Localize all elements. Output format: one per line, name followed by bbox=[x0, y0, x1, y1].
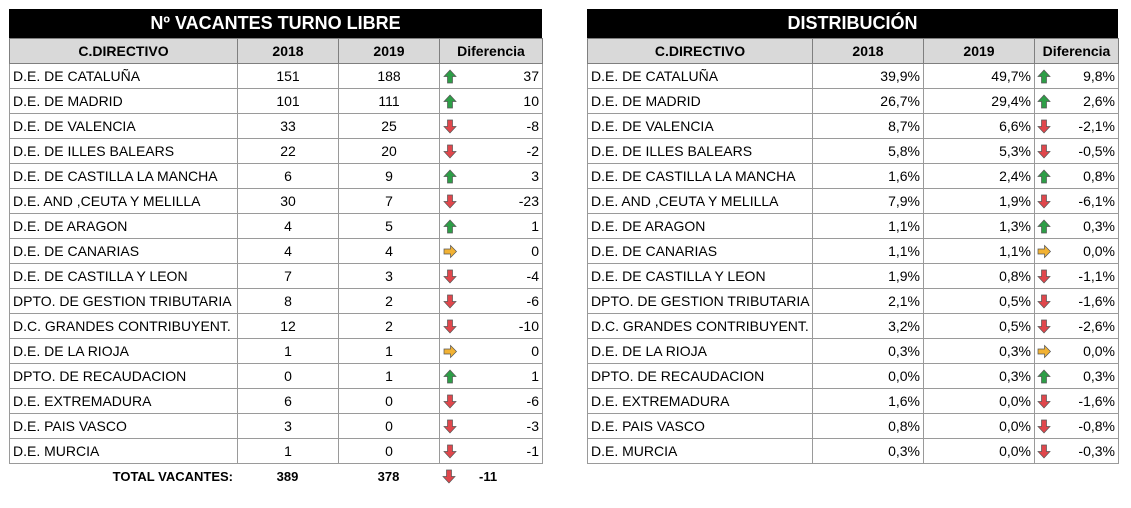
arrow-down-icon bbox=[1037, 419, 1051, 434]
value-2019-cell: 0,5% bbox=[924, 314, 1035, 339]
arrow-down-icon bbox=[443, 144, 457, 159]
distribution-table bbox=[587, 38, 1119, 464]
value-2018-cell: 26,7% bbox=[813, 89, 924, 114]
table-row bbox=[10, 239, 543, 264]
col-header-directivo: C.DIRECTIVO bbox=[588, 39, 813, 64]
col-header-diferencia: Diferencia bbox=[1035, 39, 1119, 64]
value-2019-cell: 1,1% bbox=[924, 239, 1035, 264]
diferencia-value: 37 bbox=[523, 68, 539, 84]
value-2018-cell: 6 bbox=[238, 389, 339, 414]
value-2019-cell: 0,3% bbox=[924, 339, 1035, 364]
diferencia-cell bbox=[440, 189, 543, 214]
table-row bbox=[10, 389, 543, 414]
diferencia-value: 0,0% bbox=[1083, 243, 1115, 259]
value-2019-cell: 5,3% bbox=[924, 139, 1035, 164]
table-row bbox=[588, 339, 1119, 364]
diferencia-cell bbox=[440, 139, 543, 164]
table-row bbox=[10, 264, 543, 289]
value-2019-cell: 1 bbox=[339, 339, 440, 364]
arrow-down-icon bbox=[1037, 269, 1051, 284]
diferencia-cell bbox=[440, 264, 543, 289]
directivo-cell: D.E. DE MADRID bbox=[10, 89, 238, 114]
arrow-down-icon bbox=[442, 469, 456, 484]
table-row bbox=[588, 64, 1119, 89]
directivo-cell: D.E. DE LA RIOJA bbox=[10, 339, 238, 364]
diferencia-cell bbox=[1035, 439, 1119, 464]
diferencia-value: -6,1% bbox=[1078, 193, 1115, 209]
diferencia-cell bbox=[440, 364, 543, 389]
table-row bbox=[588, 164, 1119, 189]
directivo-cell: D.C. GRANDES CONTRIBUYENT. bbox=[10, 314, 238, 339]
diferencia-value: -6 bbox=[526, 393, 539, 409]
value-2019-cell: 2 bbox=[339, 289, 440, 314]
value-2018-cell: 1,1% bbox=[813, 239, 924, 264]
table-row bbox=[588, 239, 1119, 264]
arrow-up-icon bbox=[443, 169, 457, 184]
diferencia-value: -10 bbox=[518, 318, 539, 334]
diferencia-value: 10 bbox=[523, 93, 539, 109]
diferencia-value: -4 bbox=[526, 268, 539, 284]
value-2018-cell: 6 bbox=[238, 164, 339, 189]
value-2018-cell: 2,1% bbox=[813, 289, 924, 314]
col-header-2019: 2019 bbox=[339, 39, 440, 64]
directivo-cell: DPTO. DE GESTION TRIBUTARIA bbox=[10, 289, 238, 314]
table-row bbox=[588, 414, 1119, 439]
directivo-cell: D.E. DE CANARIAS bbox=[588, 239, 813, 264]
value-2019-cell: 0 bbox=[339, 389, 440, 414]
value-2018-cell: 1,9% bbox=[813, 264, 924, 289]
total-diff: -11 bbox=[479, 469, 498, 484]
table-row bbox=[10, 289, 543, 314]
diferencia-value: 0 bbox=[531, 243, 539, 259]
diferencia-cell bbox=[440, 439, 543, 464]
value-2019-cell: 6,6% bbox=[924, 114, 1035, 139]
arrow-down-icon bbox=[1037, 294, 1051, 309]
arrow-down-icon bbox=[1037, 144, 1051, 159]
diferencia-value: 0,3% bbox=[1083, 368, 1115, 384]
diferencia-value: 0,0% bbox=[1083, 343, 1115, 359]
arrow-up-icon bbox=[443, 69, 457, 84]
value-2018-cell: 1 bbox=[238, 339, 339, 364]
diferencia-cell bbox=[1035, 189, 1119, 214]
value-2019-cell: 25 bbox=[339, 114, 440, 139]
arrow-down-icon bbox=[1037, 444, 1051, 459]
directivo-cell: D.E. EXTREMADURA bbox=[588, 389, 813, 414]
diferencia-value: -1,6% bbox=[1078, 293, 1115, 309]
directivo-cell: D.E. AND ,CEUTA Y MELILLA bbox=[588, 189, 813, 214]
vacancies-total bbox=[9, 464, 542, 489]
arrow-up-icon bbox=[443, 369, 457, 384]
diferencia-value: 0 bbox=[531, 343, 539, 359]
diferencia-value: -0,3% bbox=[1078, 443, 1115, 459]
table-row bbox=[10, 364, 543, 389]
table-row bbox=[10, 64, 543, 89]
total-2019: 378 bbox=[377, 469, 400, 484]
value-2018-cell: 8 bbox=[238, 289, 339, 314]
arrow-down-icon bbox=[1037, 319, 1051, 334]
value-2019-cell: 0,3% bbox=[924, 364, 1035, 389]
arrow-down-icon bbox=[1037, 394, 1051, 409]
arrow-right-icon bbox=[443, 244, 457, 259]
value-2019-cell: 0,8% bbox=[924, 264, 1035, 289]
col-header-diferencia: Diferencia bbox=[440, 39, 543, 64]
total-2018: 389 bbox=[276, 469, 299, 484]
directivo-cell: D.E. AND ,CEUTA Y MELILLA bbox=[10, 189, 238, 214]
diferencia-value: 3 bbox=[531, 168, 539, 184]
arrow-down-icon bbox=[443, 294, 457, 309]
arrow-down-icon bbox=[1037, 119, 1051, 134]
arrow-up-icon bbox=[1037, 94, 1051, 109]
diferencia-cell bbox=[1035, 314, 1119, 339]
arrow-down-icon bbox=[443, 444, 457, 459]
diferencia-value: -1,6% bbox=[1078, 393, 1115, 409]
diferencia-cell bbox=[440, 414, 543, 439]
value-2019-cell: 49,7% bbox=[924, 64, 1035, 89]
table-row bbox=[588, 89, 1119, 114]
table-row bbox=[10, 314, 543, 339]
diferencia-cell bbox=[440, 239, 543, 264]
diferencia-value: -3 bbox=[526, 418, 539, 434]
distribution-title: DISTRIBUCIÓN bbox=[587, 9, 1118, 38]
value-2018-cell: 33 bbox=[238, 114, 339, 139]
value-2019-cell: 1,9% bbox=[924, 189, 1035, 214]
value-2018-cell: 12 bbox=[238, 314, 339, 339]
diferencia-cell bbox=[1035, 89, 1119, 114]
value-2018-cell: 1,1% bbox=[813, 214, 924, 239]
value-2018-cell: 5,8% bbox=[813, 139, 924, 164]
col-header-directivo: C.DIRECTIVO bbox=[10, 39, 238, 64]
directivo-cell: D.E. PAIS VASCO bbox=[588, 414, 813, 439]
arrow-up-icon bbox=[443, 94, 457, 109]
directivo-cell: D.E. DE CANARIAS bbox=[10, 239, 238, 264]
table-row bbox=[588, 389, 1119, 414]
diferencia-cell bbox=[1035, 64, 1119, 89]
arrow-up-icon bbox=[1037, 169, 1051, 184]
value-2019-cell: 0,0% bbox=[924, 389, 1035, 414]
diferencia-value: 2,6% bbox=[1083, 93, 1115, 109]
diferencia-cell bbox=[440, 214, 543, 239]
diferencia-value: -2,1% bbox=[1078, 118, 1115, 134]
arrow-down-icon bbox=[443, 119, 457, 134]
value-2018-cell: 0 bbox=[238, 364, 339, 389]
arrow-down-icon bbox=[1037, 194, 1051, 209]
value-2018-cell: 1,6% bbox=[813, 164, 924, 189]
value-2018-cell: 7,9% bbox=[813, 189, 924, 214]
directivo-cell: D.E. DE CASTILLA Y LEON bbox=[10, 264, 238, 289]
directivo-cell: DPTO. DE RECAUDACION bbox=[588, 364, 813, 389]
arrow-up-icon bbox=[1037, 69, 1051, 84]
table-row bbox=[10, 189, 543, 214]
table-row bbox=[588, 264, 1119, 289]
total-diff-cell bbox=[439, 464, 542, 489]
directivo-cell: D.E. DE MADRID bbox=[588, 89, 813, 114]
arrow-right-icon bbox=[1037, 244, 1051, 259]
value-2019-cell: 0,0% bbox=[924, 414, 1035, 439]
distribution-panel bbox=[587, 9, 1118, 464]
table-row bbox=[588, 189, 1119, 214]
vacancies-table bbox=[9, 38, 543, 464]
table-row bbox=[10, 89, 543, 114]
arrow-right-icon bbox=[1037, 344, 1051, 359]
directivo-cell: D.E. DE CATALUÑA bbox=[10, 64, 238, 89]
table-row bbox=[588, 114, 1119, 139]
directivo-cell: D.E. DE ARAGON bbox=[588, 214, 813, 239]
diferencia-cell bbox=[440, 389, 543, 414]
value-2018-cell: 1,6% bbox=[813, 389, 924, 414]
diferencia-cell bbox=[440, 289, 543, 314]
value-2018-cell: 3,2% bbox=[813, 314, 924, 339]
value-2019-cell: 7 bbox=[339, 189, 440, 214]
diferencia-value: 9,8% bbox=[1083, 68, 1115, 84]
table-row bbox=[588, 314, 1119, 339]
diferencia-cell bbox=[1035, 114, 1119, 139]
diferencia-cell bbox=[440, 114, 543, 139]
diferencia-cell bbox=[1035, 339, 1119, 364]
diferencia-value: -1,1% bbox=[1078, 268, 1115, 284]
table-row bbox=[10, 339, 543, 364]
diferencia-cell bbox=[440, 314, 543, 339]
value-2019-cell: 2 bbox=[339, 314, 440, 339]
diferencia-cell bbox=[1035, 214, 1119, 239]
directivo-cell: D.E. PAIS VASCO bbox=[10, 414, 238, 439]
value-2018-cell: 4 bbox=[238, 239, 339, 264]
diferencia-value: -8 bbox=[526, 118, 539, 134]
value-2019-cell: 0 bbox=[339, 414, 440, 439]
directivo-cell: D.E. DE ILLES BALEARS bbox=[588, 139, 813, 164]
diferencia-cell bbox=[1035, 139, 1119, 164]
diferencia-cell bbox=[440, 339, 543, 364]
value-2018-cell: 30 bbox=[238, 189, 339, 214]
diferencia-cell bbox=[1035, 239, 1119, 264]
directivo-cell: D.E. DE CASTILLA LA MANCHA bbox=[10, 164, 238, 189]
diferencia-cell bbox=[1035, 414, 1119, 439]
arrow-up-icon bbox=[1037, 219, 1051, 234]
value-2019-cell: 9 bbox=[339, 164, 440, 189]
table-row bbox=[10, 439, 543, 464]
arrow-down-icon bbox=[443, 319, 457, 334]
value-2018-cell: 0,3% bbox=[813, 439, 924, 464]
value-2019-cell: 0,0% bbox=[924, 439, 1035, 464]
diferencia-cell bbox=[440, 164, 543, 189]
diferencia-cell bbox=[440, 64, 543, 89]
table-row bbox=[10, 414, 543, 439]
table-row bbox=[588, 139, 1119, 164]
directivo-cell: D.E. EXTREMADURA bbox=[10, 389, 238, 414]
value-2019-cell: 5 bbox=[339, 214, 440, 239]
directivo-cell: D.E. DE CATALUÑA bbox=[588, 64, 813, 89]
directivo-cell: D.E. MURCIA bbox=[588, 439, 813, 464]
table-row bbox=[10, 139, 543, 164]
arrow-up-icon bbox=[443, 219, 457, 234]
value-2019-cell: 0 bbox=[339, 439, 440, 464]
diferencia-value: 1 bbox=[531, 218, 539, 234]
diferencia-value: -2,6% bbox=[1078, 318, 1115, 334]
total-label: TOTAL VACANTES: bbox=[112, 469, 233, 484]
directivo-cell: D.E. DE ARAGON bbox=[10, 214, 238, 239]
diferencia-value: -0,8% bbox=[1078, 418, 1115, 434]
value-2019-cell: 3 bbox=[339, 264, 440, 289]
value-2018-cell: 0,0% bbox=[813, 364, 924, 389]
directivo-cell: D.C. GRANDES CONTRIBUYENT. bbox=[588, 314, 813, 339]
table-row bbox=[10, 214, 543, 239]
value-2019-cell: 29,4% bbox=[924, 89, 1035, 114]
diferencia-value: -6 bbox=[526, 293, 539, 309]
value-2019-cell: 20 bbox=[339, 139, 440, 164]
diferencia-cell bbox=[1035, 389, 1119, 414]
value-2019-cell: 188 bbox=[339, 64, 440, 89]
table-row bbox=[588, 214, 1119, 239]
arrow-up-icon bbox=[1037, 369, 1051, 384]
vacancies-panel bbox=[9, 9, 542, 489]
value-2018-cell: 0,3% bbox=[813, 339, 924, 364]
directivo-cell: D.E. DE CASTILLA Y LEON bbox=[588, 264, 813, 289]
value-2018-cell: 3 bbox=[238, 414, 339, 439]
diferencia-cell bbox=[1035, 164, 1119, 189]
diferencia-value: 0,8% bbox=[1083, 168, 1115, 184]
directivo-cell: DPTO. DE RECAUDACION bbox=[10, 364, 238, 389]
arrow-down-icon bbox=[443, 394, 457, 409]
value-2018-cell: 22 bbox=[238, 139, 339, 164]
value-2019-cell: 1,3% bbox=[924, 214, 1035, 239]
table-row bbox=[10, 114, 543, 139]
table-row bbox=[588, 289, 1119, 314]
total-row bbox=[9, 464, 542, 489]
col-header-2018: 2018 bbox=[813, 39, 924, 64]
value-2018-cell: 4 bbox=[238, 214, 339, 239]
directivo-cell: D.E. DE VALENCIA bbox=[10, 114, 238, 139]
value-2018-cell: 7 bbox=[238, 264, 339, 289]
diferencia-value: -2 bbox=[526, 143, 539, 159]
diferencia-value: -23 bbox=[518, 193, 539, 209]
diferencia-value: -1 bbox=[526, 443, 539, 459]
directivo-cell: D.E. DE VALENCIA bbox=[588, 114, 813, 139]
value-2019-cell: 111 bbox=[339, 89, 440, 114]
directivo-cell: D.E. DE CASTILLA LA MANCHA bbox=[588, 164, 813, 189]
diferencia-cell bbox=[1035, 289, 1119, 314]
diferencia-cell bbox=[1035, 364, 1119, 389]
col-header-2019: 2019 bbox=[924, 39, 1035, 64]
arrow-down-icon bbox=[443, 194, 457, 209]
vacancies-title: Nº VACANTES TURNO LIBRE bbox=[9, 9, 542, 38]
arrow-down-icon bbox=[443, 419, 457, 434]
diferencia-cell bbox=[1035, 264, 1119, 289]
table-row bbox=[10, 164, 543, 189]
directivo-cell: D.E. DE ILLES BALEARS bbox=[10, 139, 238, 164]
value-2018-cell: 101 bbox=[238, 89, 339, 114]
table-header-row bbox=[588, 39, 1119, 64]
table-row bbox=[588, 439, 1119, 464]
value-2018-cell: 1 bbox=[238, 439, 339, 464]
value-2018-cell: 151 bbox=[238, 64, 339, 89]
table-header-row bbox=[10, 39, 543, 64]
arrow-right-icon bbox=[443, 344, 457, 359]
directivo-cell: D.E. MURCIA bbox=[10, 439, 238, 464]
value-2018-cell: 39,9% bbox=[813, 64, 924, 89]
value-2019-cell: 0,5% bbox=[924, 289, 1035, 314]
col-header-2018: 2018 bbox=[238, 39, 339, 64]
table-row bbox=[588, 364, 1119, 389]
directivo-cell: D.E. DE LA RIOJA bbox=[588, 339, 813, 364]
value-2019-cell: 2,4% bbox=[924, 164, 1035, 189]
value-2018-cell: 8,7% bbox=[813, 114, 924, 139]
value-2019-cell: 4 bbox=[339, 239, 440, 264]
directivo-cell: DPTO. DE GESTION TRIBUTARIA bbox=[588, 289, 813, 314]
diferencia-value: 0,3% bbox=[1083, 218, 1115, 234]
arrow-down-icon bbox=[443, 269, 457, 284]
value-2019-cell: 1 bbox=[339, 364, 440, 389]
value-2018-cell: 0,8% bbox=[813, 414, 924, 439]
diferencia-value: 1 bbox=[531, 368, 539, 384]
diferencia-cell bbox=[440, 89, 543, 114]
diferencia-value: -0,5% bbox=[1078, 143, 1115, 159]
